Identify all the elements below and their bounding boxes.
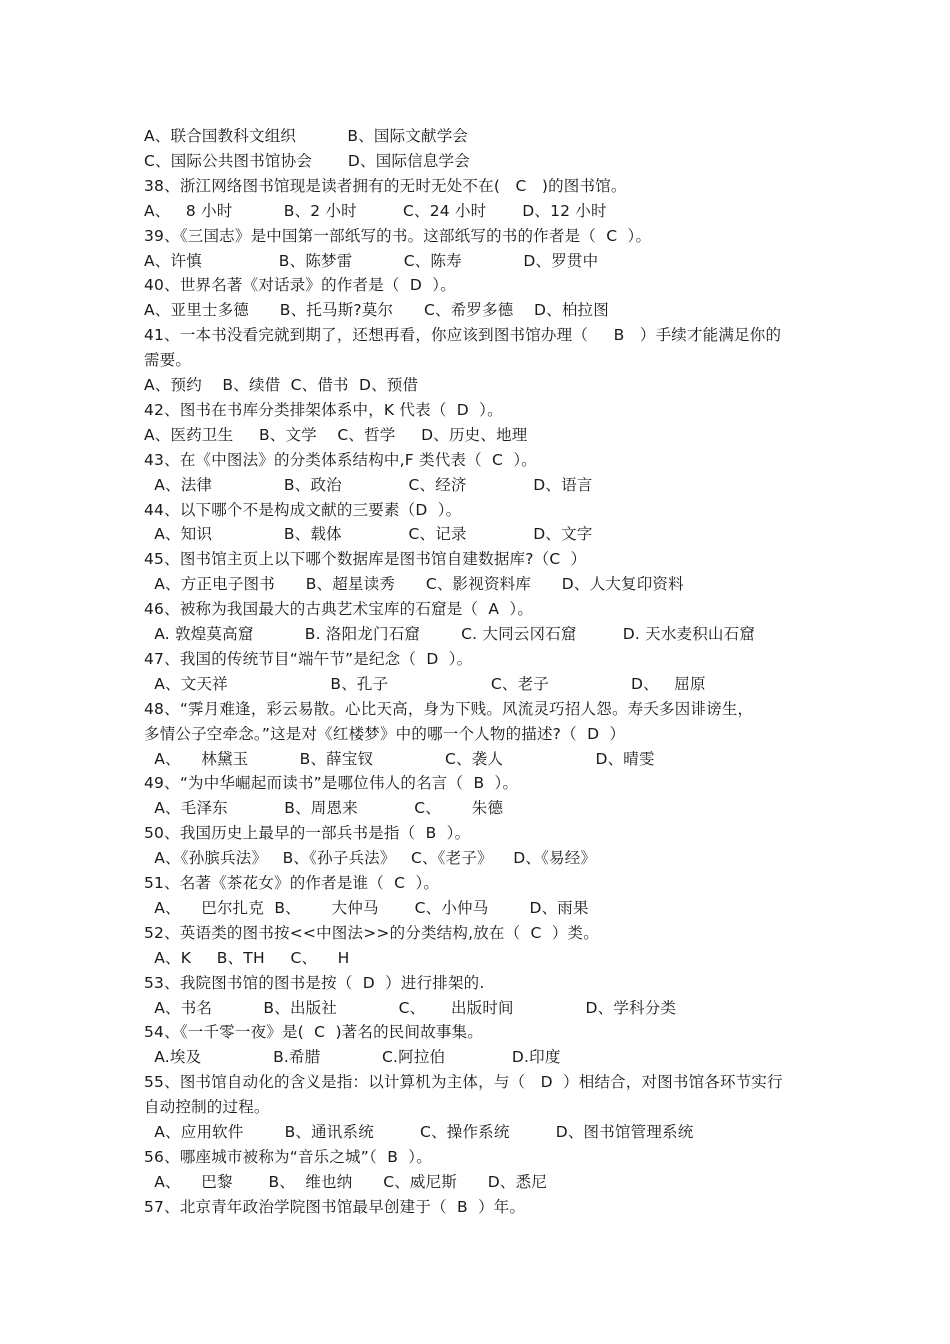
text-line: 57、北京青年政治学院图书馆最早创建于（ B ）年。: [144, 1197, 526, 1216]
text-line: 多情公子空牵念。”这是对《红楼梦》中的哪一个人物的描述?（ D ）: [144, 724, 626, 743]
text-line: 53、我院图书馆的图书是按（ D ）进行排架的.: [144, 973, 485, 992]
text-line: C、国际公共图书馆协会 D、国际信息学会: [144, 151, 470, 170]
text-line: A、 8 小时 B、2 小时 C、24 小时 D、12 小时: [144, 201, 607, 220]
text-line: A、亚里士多德 B、托马斯?莫尔 C、希罗多德 D、柏拉图: [144, 301, 609, 320]
text-line: A、应用软件 B、通讯系统 C、操作系统 D、图书馆管理系统: [144, 1123, 694, 1141]
text-line: A、 巴尔扎克 B、 大仲马 C、小仲马 D、雨果: [144, 898, 589, 917]
text-line: A、 巴黎 B、 维也纳 C、威尼斯 D、悉尼: [144, 1172, 548, 1191]
text-line: 需要。: [144, 351, 192, 370]
text-line: 39、《三国志》是中国第一部纸写的书。这部纸写的书的作者是（ C ）。: [144, 226, 652, 245]
text-line: 54、《一千零一夜》是( C )著名的民间故事集。: [144, 1023, 483, 1042]
text-line: 43、在《中图法》的分类体系结构中,F 类代表（ C ）。: [144, 450, 537, 469]
text-line: 45、图书馆主页上以下哪个数据库是图书馆自建数据库?（C ）: [144, 550, 587, 569]
text-line: 47、我国的传统节目“端午节”是纪念（ D ）。: [144, 649, 473, 668]
text-line: 55、图书馆自动化的含义是指：以计算机为主体，与（ D ）相结合，对图书馆各环节实行: [144, 1073, 783, 1092]
text-line: 自动控制的过程。: [144, 1098, 270, 1117]
text-line: 42、图书在书库分类排架体系中，K 代表（ D ）。: [144, 400, 503, 419]
text-line: 40、世界名著《对话录》的作者是（ D ）。: [144, 276, 456, 295]
text-line: 51、名著《茶花女》的作者是谁（ C ）。: [144, 874, 440, 892]
text-line: A、文天祥 B、孔子 C、老子 D、 屈原: [144, 674, 706, 693]
text-line: A、K B、TH C、 H: [144, 948, 350, 967]
text-line: 41、一本书没看完就到期了，还想再看，你应该到图书馆办理（ B ）手续才能满足你的: [144, 326, 782, 345]
text-line: 50、我国历史上最早的一部兵书是指（ B ）。: [144, 824, 471, 843]
text-line: 52、英语类的图书按<<中图法>>的分类结构,放在（ C ）类。: [144, 923, 599, 942]
text-line: A、《孙膑兵法》 B、《孙子兵法》 C、《老子》 D、《易经》: [144, 849, 597, 868]
text-line: A、医药卫生 B、文学 C、哲学 D、历史、地理: [144, 425, 528, 444]
text-line: 44、以下哪个不是构成文献的三要素（D ）。: [144, 500, 462, 519]
text-line: 48、“霁月难逢，彩云易散。心比天高，身为下贱。风流灵巧招人怨。寿夭多因诽谤生，: [144, 699, 754, 718]
text-line: A、方正电子图书 B、超星读秀 C、影视资料库 D、人大复印资料: [144, 575, 684, 594]
text-line: 49、“为中华崛起而读书”是哪位伟人的名言（ B ）。: [144, 774, 519, 793]
text-line: A、书名 B、出版社 C、 出版时间 D、学科分类: [144, 998, 677, 1017]
text-line: A.埃及 B.希腊 C.阿拉伯 D.印度: [144, 1048, 561, 1067]
text-line: A、知识 B、载体 C、记录 D、文字: [144, 525, 593, 544]
text-line: 56、哪座城市被称为“音乐之城”（ B ）。: [144, 1147, 432, 1166]
text-line: A、 林黛玉 B、薛宝钗 C、袭人 D、晴雯: [144, 749, 655, 768]
text-line: A、预约 B、续借 C、借书 D、预借: [144, 376, 419, 394]
text-line: A、法律 B、政治 C、经济 D、语言: [144, 475, 593, 494]
text-line: A. 敦煌莫高窟 B. 洛阳龙门石窟 C. 大同云冈石窟 D. 天水麦积山石窟: [144, 625, 756, 643]
text-line: A、毛泽东 B、周恩来 C、 朱德: [144, 799, 504, 818]
text-line: 38、浙江网络图书馆现是读者拥有的无时无处不在( C )的图书馆。: [144, 176, 627, 195]
text-line: A、许慎 B、陈梦雷 C、陈寿 D、罗贯中: [144, 251, 599, 270]
text-line: A、联合国教科文组织 B、国际文献学会: [144, 127, 469, 145]
text-line: 46、被称为我国最大的古典艺术宝库的石窟是（ A ）。: [144, 600, 534, 619]
